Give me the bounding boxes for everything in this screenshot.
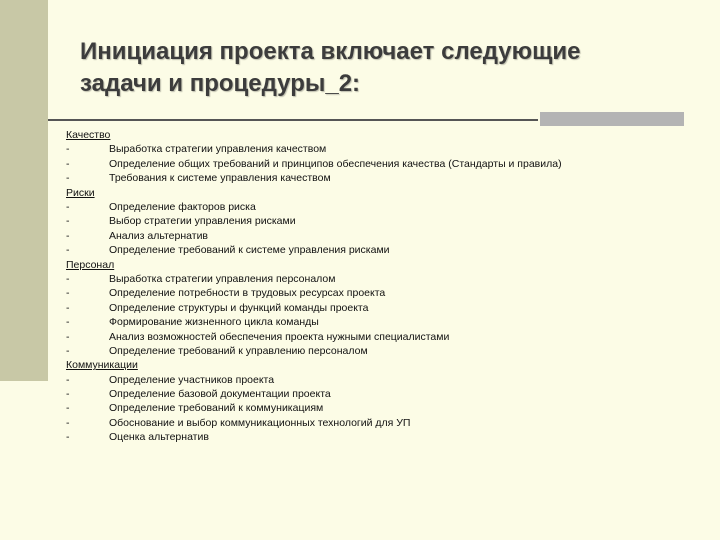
list-item-text: Оценка альтернатив: [109, 431, 209, 444]
section-heading: Риски: [66, 186, 95, 199]
section-heading: Качество: [66, 129, 111, 141]
list-item-text: Определение требований к коммуникациям: [109, 402, 324, 415]
title-divider: [48, 119, 538, 121]
list-item-text: Выработка стратегии управления качеством: [109, 143, 327, 156]
list-item: [66, 229, 706, 243]
list-item: [66, 171, 706, 185]
list-item-bullet: -: [66, 388, 70, 401]
list-item-text: Определение общих требований и принципов обеспечения качества (Стандарты и правила): [109, 157, 562, 170]
list-item-bullet: -: [66, 316, 70, 329]
list-item-text: Анализ возможностей обеспечения проекта нужными специалистами: [109, 330, 450, 343]
list-item-text: Определение факторов риска: [109, 200, 256, 213]
list-item-bullet: -: [66, 244, 70, 257]
list-item: [66, 200, 706, 214]
list-item: [66, 330, 706, 344]
list-item: [66, 315, 706, 329]
list-item: [66, 157, 706, 171]
list-item-bullet: -: [66, 272, 70, 285]
list-item-text: Анализ альтернатив: [109, 229, 209, 242]
list-item-text: Определение участников проекта: [109, 373, 275, 386]
list-item-bullet: -: [66, 344, 70, 357]
list-item: [66, 387, 706, 401]
list-item: [66, 416, 706, 430]
list-item: [66, 286, 706, 300]
slide-title-line-2: задачи и процедуры_2:: [80, 70, 361, 97]
list-item-text: Выработка стратегии управления персоналом: [109, 272, 336, 285]
list-item: [66, 301, 706, 315]
section-heading: Коммуникации: [66, 359, 138, 372]
list-item: [66, 344, 706, 358]
list-item-text: Требования к системе управления качеством: [109, 172, 331, 185]
list-item-bullet: -: [66, 330, 70, 343]
list-item-bullet: -: [66, 416, 70, 429]
list-item-bullet: -: [66, 373, 70, 386]
list-item-bullet: -: [66, 301, 70, 314]
list-item: [66, 373, 706, 387]
list-item: [66, 214, 706, 228]
section-heading: Персонал: [66, 258, 115, 271]
slide-title-line-1: Инициация проекта включает следующие: [80, 38, 581, 65]
list-item: [66, 142, 706, 156]
task-list: [66, 128, 706, 445]
list-item: [66, 243, 706, 257]
list-item-bullet: -: [66, 172, 70, 185]
title-divider-block: [540, 112, 684, 126]
list-item-bullet: -: [66, 200, 70, 213]
list-item-text: Определение требований к управлению персоналом: [109, 344, 368, 357]
list-item: [66, 430, 706, 444]
list-item-bullet: -: [66, 431, 70, 444]
list-item-text: Определение потребности в трудовых ресурсах проекта: [109, 287, 386, 300]
list-item-bullet: -: [66, 215, 70, 228]
list-item-text: Определение структуры и функций команды проекта: [109, 301, 369, 314]
list-item-bullet: -: [66, 229, 70, 242]
list-item-bullet: -: [66, 157, 70, 170]
list-item-bullet: -: [66, 402, 70, 415]
list-item-bullet: -: [66, 287, 70, 300]
list-item-bullet: -: [66, 143, 70, 156]
list-item: [66, 401, 706, 415]
list-item-text: Обоснование и выбор коммуникационных технологий для УП: [109, 416, 411, 429]
slide-title: [80, 36, 680, 100]
list-item-text: Определение требований к системе управления рисками: [109, 244, 390, 257]
left-decorative-band: [0, 0, 48, 381]
list-item-text: Формирование жизненного цикла команды: [109, 316, 319, 329]
list-item-text: Определение базовой документации проекта: [109, 388, 331, 401]
list-item: [66, 272, 706, 286]
list-item-text: Выбор стратегии управления рисками: [109, 215, 296, 228]
